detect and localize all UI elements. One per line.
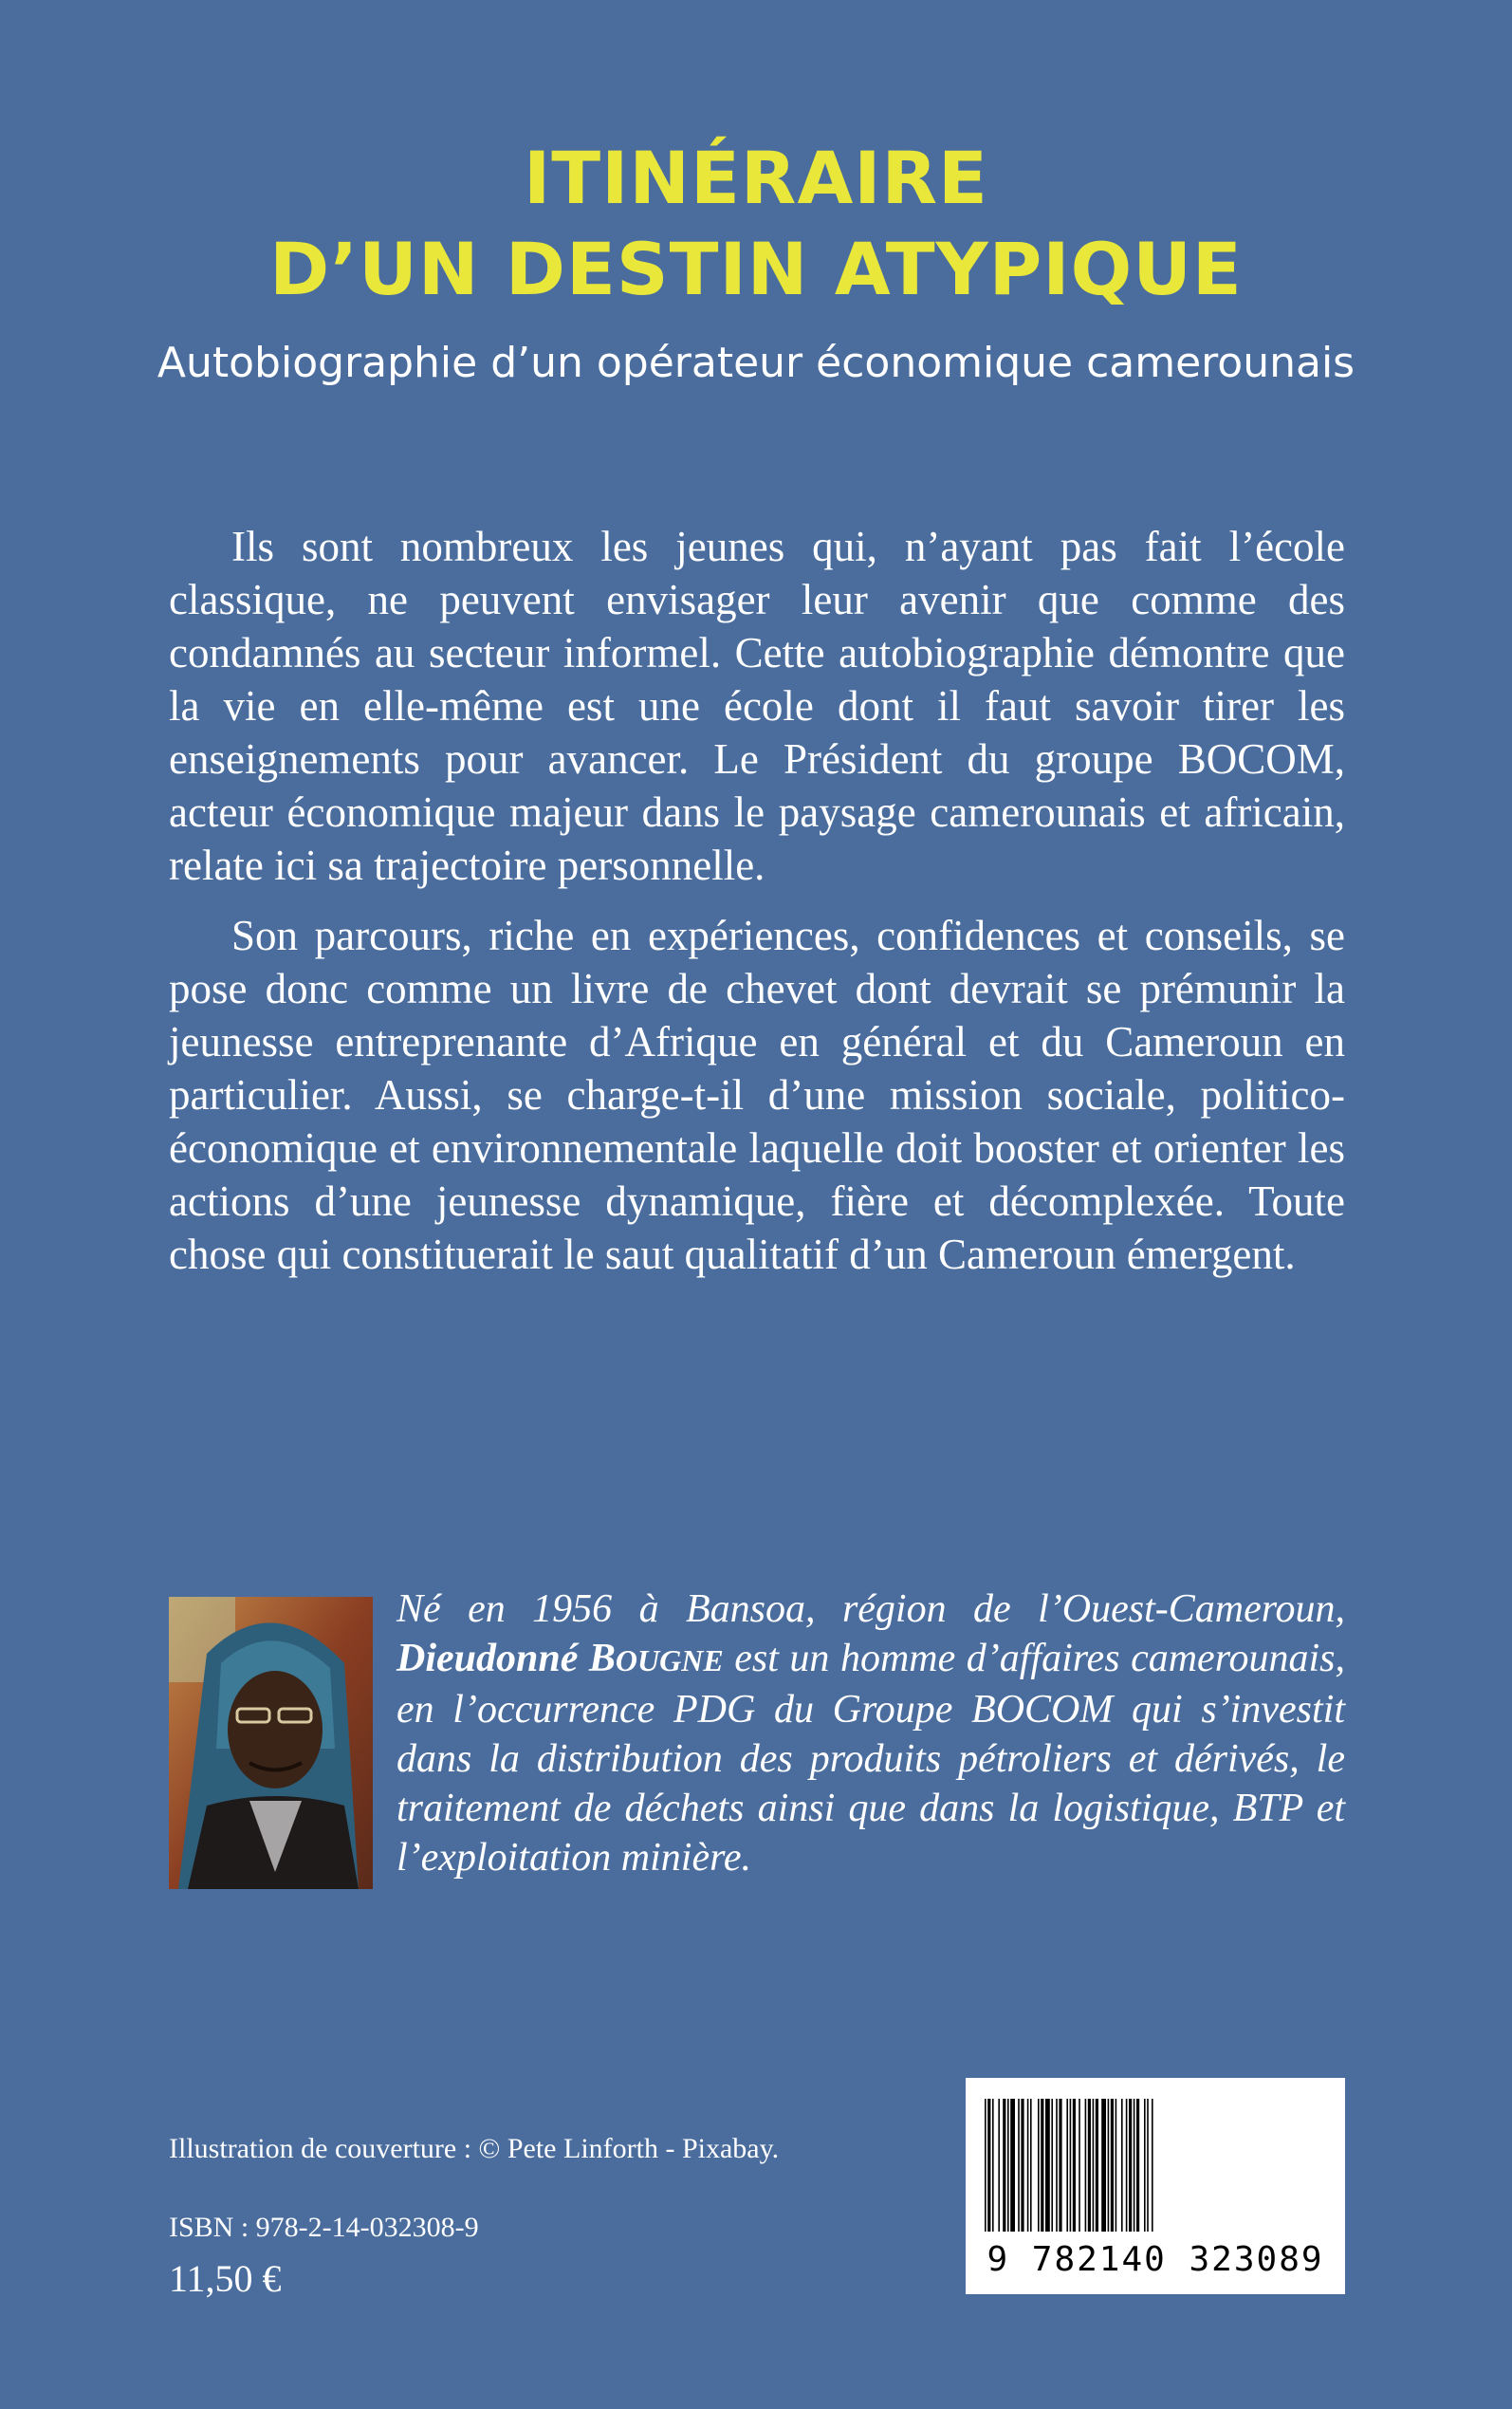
author-name-first: Dieudonné B: [396, 1637, 616, 1680]
author-portrait-image: [169, 1597, 373, 1889]
barcode-bar: [1018, 2099, 1020, 2232]
barcode-bar: [1056, 2099, 1058, 2232]
barcode-bar: [1116, 2099, 1117, 2232]
barcode-bar: [1059, 2099, 1061, 2232]
barcode-bar: [1134, 2099, 1135, 2232]
barcode-bar: [1101, 2099, 1106, 2232]
barcode-bar: [1051, 2099, 1053, 2232]
blurb-paragraph-1: Ils sont nombreux les jeunes qui, n’ayant pas fait l’école classique, ne peuvent envisager leur avenir que comme des condamnés au secteur informel. Cette autobiographie démontre que la vie en elle-même est une école dont il faut savoir tirer les enseignements pour avancer. Le Président du groupe BOCOM, acteur économique majeur dans le paysage camerounais et africain, relate ici sa trajectoire personnelle.: [169, 523, 1345, 889]
barcode-bar: [1147, 2099, 1149, 2232]
barcode-bar: [987, 2099, 990, 2232]
price: 11,50 €: [169, 2257, 282, 2300]
author-name-rest: OUGNE: [615, 1643, 724, 1677]
barcode-bar: [985, 2099, 986, 2232]
barcode-bar: [1079, 2099, 1080, 2232]
barcode-bar: [1045, 2099, 1050, 2232]
barcode-bar: [1152, 2099, 1153, 2232]
barcode-bars: [977, 2099, 1334, 2241]
blurb-paragraph-2: Son parcours, riche en expériences, confidences et conseils, se pose donc comme un livre de chevet dont devrait se prémunir la jeunesse entreprenante d’Afrique en général et du Cameroun en particulier. Aussi, se charge-t-il d’une mission sociale, politico-économique et environnementale laquelle doit booster et orienter les actions d’une jeunesse dynamique, fière et décomplexée. Toute chose qui constituerait le saut qualitatif d’un Cameroun émergent.: [169, 912, 1345, 1278]
barcode-bar: [1007, 2099, 1009, 2232]
barcode-bar: [1070, 2099, 1072, 2232]
barcode-bar: [1088, 2099, 1091, 2232]
barcode-bar: [1093, 2099, 1095, 2232]
barcode-digits: 9 782140 323089: [986, 2240, 1324, 2279]
barcode-bar: [1144, 2099, 1146, 2232]
barcode-bar: [1126, 2099, 1128, 2232]
barcode-bar: [1111, 2099, 1114, 2232]
title-line-1: ITINÉRAIRE: [524, 136, 988, 220]
book-blurb: [169, 520, 1345, 1298]
title-line-2: D’UN DESTIN ATYPIQUE: [269, 227, 1243, 311]
barcode-bar: [1073, 2099, 1076, 2232]
bio-intro: Né en 1956 à Bansoa, région de l’Ouest-Cameroun,: [396, 1587, 1345, 1631]
barcode: [966, 2078, 1345, 2294]
barcode-bar: [1027, 2099, 1029, 2232]
barcode-bar: [1010, 2099, 1015, 2232]
barcode-bar: [1030, 2099, 1032, 2232]
barcode-bar: [998, 2099, 1000, 2232]
barcode-bar: [1038, 2099, 1040, 2232]
barcode-bar: [1085, 2099, 1087, 2232]
isbn-number: ISBN : 978-2-14-032308-9: [169, 2212, 479, 2243]
barcode-bar: [1129, 2099, 1132, 2232]
barcode-bar: [1121, 2099, 1123, 2232]
barcode-bar: [1003, 2099, 1005, 2232]
book-title: [0, 133, 1512, 315]
barcode-bar: [1021, 2099, 1023, 2232]
barcode-bar: [992, 2099, 994, 2232]
book-subtitle: Autobiographie d’un opérateur économique camerounais: [157, 339, 1355, 387]
author-bio: [396, 1584, 1345, 1882]
barcode-bar: [1066, 2099, 1068, 2232]
cover-credit: Illustration de couverture : © Pete Linforth - Pixabay.: [169, 2133, 780, 2164]
barcode-bar: [1041, 2099, 1043, 2232]
bio-rest: est un homme d’affaires camerounais, en l’occurrence PDG du Groupe BOCOM qui s’investit dans la distribution des produits pétroliers et dérivés, le traitement de déchets ainsi que dans la logistique, BTP et l’exploitation minière.: [396, 1637, 1345, 1880]
barcode-bar: [1096, 2099, 1098, 2232]
author-name: [396, 1637, 724, 1680]
barcode-bar: [1136, 2099, 1139, 2232]
author-photo: [169, 1597, 373, 1889]
barcode-bar: [1108, 2099, 1110, 2232]
